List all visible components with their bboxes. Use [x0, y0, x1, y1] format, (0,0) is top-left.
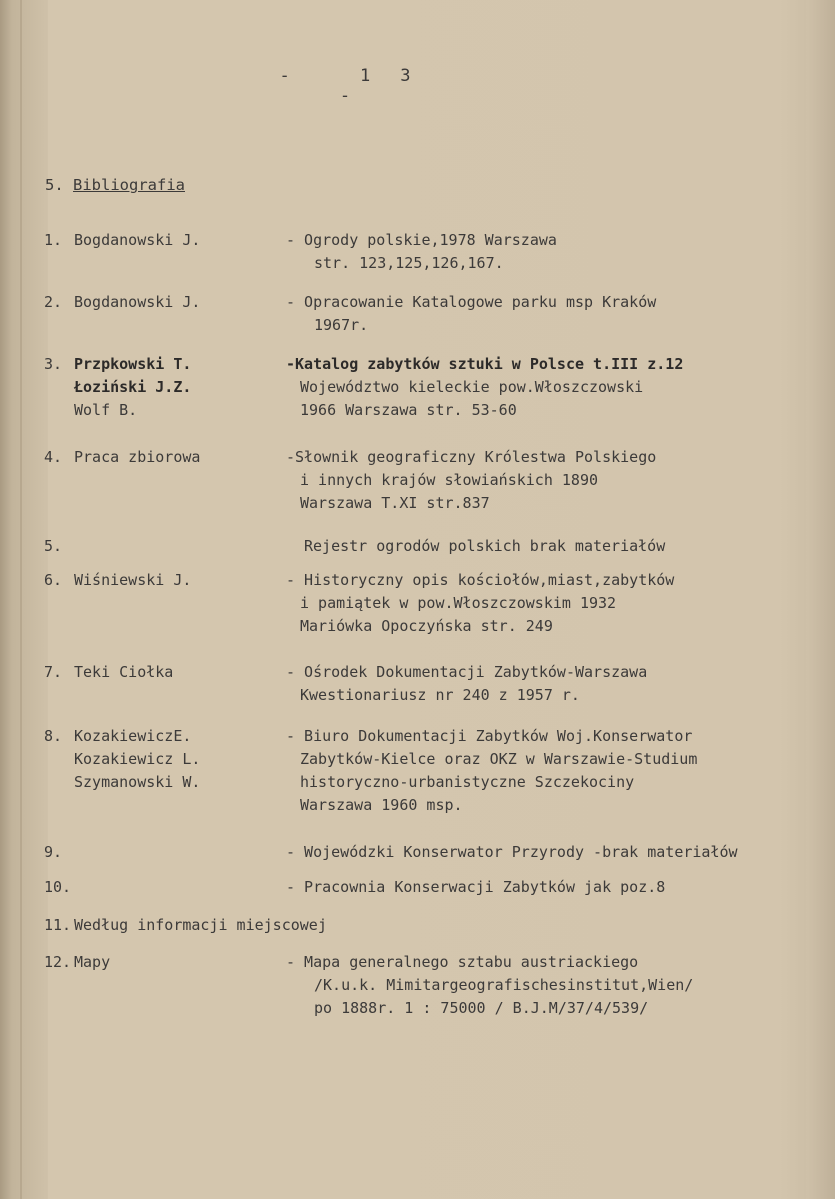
- entry-line: - Biuro Dokumentacji Zabytków Woj.Konserwator: [286, 727, 693, 745]
- section-heading: [45, 176, 185, 194]
- entry-author: Wolf B.: [74, 401, 138, 419]
- entry-line: po 1888r. 1 : 75000 / B.J.M/37/4/539/: [314, 999, 649, 1017]
- entry-number: 10.: [44, 878, 72, 896]
- entry-author: Bogdanowski J.: [74, 231, 201, 249]
- entry-line: historyczno-urbanistyczne Szczekociny: [300, 773, 635, 791]
- entry-number: 12.: [44, 953, 72, 971]
- section-title: Bibliografia: [73, 176, 185, 194]
- entry-description: [286, 446, 831, 515]
- entry-number: 6.: [44, 571, 63, 589]
- page-number: - 13 -: [279, 66, 441, 106]
- entry-line: 1967r.: [314, 316, 369, 334]
- entry-line: -Słownik geograficzny Królestwa Polskiego: [286, 448, 657, 466]
- entry-description: [286, 569, 831, 638]
- entry-authors: [74, 725, 314, 794]
- entry-description: [286, 353, 831, 422]
- entry-author: KozakiewiczE.: [74, 727, 192, 745]
- entry-description: [286, 876, 831, 899]
- entry-author: Bogdanowski J.: [74, 293, 201, 311]
- entry-number: 3.: [44, 355, 63, 373]
- entry-description: [286, 725, 831, 817]
- entry-author: Według informacji miejscowej: [74, 916, 327, 934]
- entry-line: Rejestr ogrodów polskich brak materiałów: [304, 537, 666, 555]
- entry-description: [286, 291, 831, 337]
- entry-author: Łoziński J.Z.: [74, 378, 192, 396]
- entry-description: [286, 841, 831, 864]
- entry-author: Praca zbiorowa: [74, 448, 201, 466]
- section-number: 5.: [45, 176, 64, 194]
- entry-line: i innych krajów słowiańskich 1890: [300, 471, 599, 489]
- entry-author: Teki Ciołka: [74, 663, 174, 681]
- entry-authors: [74, 353, 314, 422]
- entry-author: Szymanowski W.: [74, 773, 201, 791]
- entry-number: 4.: [44, 448, 63, 466]
- entry-author: Kozakiewicz L.: [74, 750, 201, 768]
- entry-number: 8.: [44, 727, 63, 745]
- entry-line: Mariówka Opoczyńska str. 249: [300, 617, 553, 635]
- entry-author: Przpkowski T.: [74, 355, 192, 373]
- entry-author: Mapy: [74, 953, 111, 971]
- page-fold: [20, 0, 22, 1199]
- entry-line: - Ośrodek Dokumentacji Zabytków-Warszawa: [286, 663, 648, 681]
- entry-description: [286, 661, 831, 707]
- entry-line: - Wojewódzki Konserwator Przyrody -brak materiałów: [286, 843, 738, 861]
- entry-number: 9.: [44, 843, 63, 861]
- entry-line: -Katalog zabytków sztuki w Polsce t.III z.12: [286, 355, 684, 373]
- entry-number: 5.: [44, 537, 63, 555]
- entry-line: str. 123,125,126,167.: [314, 254, 504, 272]
- entry-line: - Opracowanie Katalogowe parku msp Kraków: [286, 293, 657, 311]
- entry-line: - Mapa generalnego sztabu austriackiego: [286, 953, 639, 971]
- entry-line: Zabytków-Kielce oraz OKZ w Warszawie-Studium: [300, 750, 698, 768]
- entry-author: Wiśniewski J.: [74, 571, 192, 589]
- entry-line: 1966 Warszawa str. 53-60: [300, 401, 517, 419]
- binding-edge: [0, 0, 48, 1199]
- entry-line: Województwo kieleckie pow.Włoszczowski: [300, 378, 644, 396]
- entry-line: - Pracownia Konserwacji Zabytków jak poz.8: [286, 878, 666, 896]
- entry-description: [304, 535, 835, 558]
- entry-line: i pamiątek w pow.Włoszczowskim 1932: [300, 594, 617, 612]
- entry-number: 11.: [44, 916, 72, 934]
- entry-line: /K.u.k. Mimitargeografischesinstitut,Wien/: [314, 976, 694, 994]
- entry-number: 1.: [44, 231, 63, 249]
- entry-number: 7.: [44, 663, 63, 681]
- entry-description: [286, 229, 831, 275]
- entry-description: [286, 951, 831, 1020]
- entry-line: Kwestionariusz nr 240 z 1957 r.: [300, 686, 580, 704]
- entry-line: Warszawa 1960 msp.: [300, 796, 463, 814]
- entry-line: - Historyczny opis kościołów,miast,zabytków: [286, 571, 675, 589]
- entry-line: Warszawa T.XI str.837: [300, 494, 490, 512]
- entry-number: 2.: [44, 293, 63, 311]
- entry-line: - Ogrody polskie,1978 Warszawa: [286, 231, 557, 249]
